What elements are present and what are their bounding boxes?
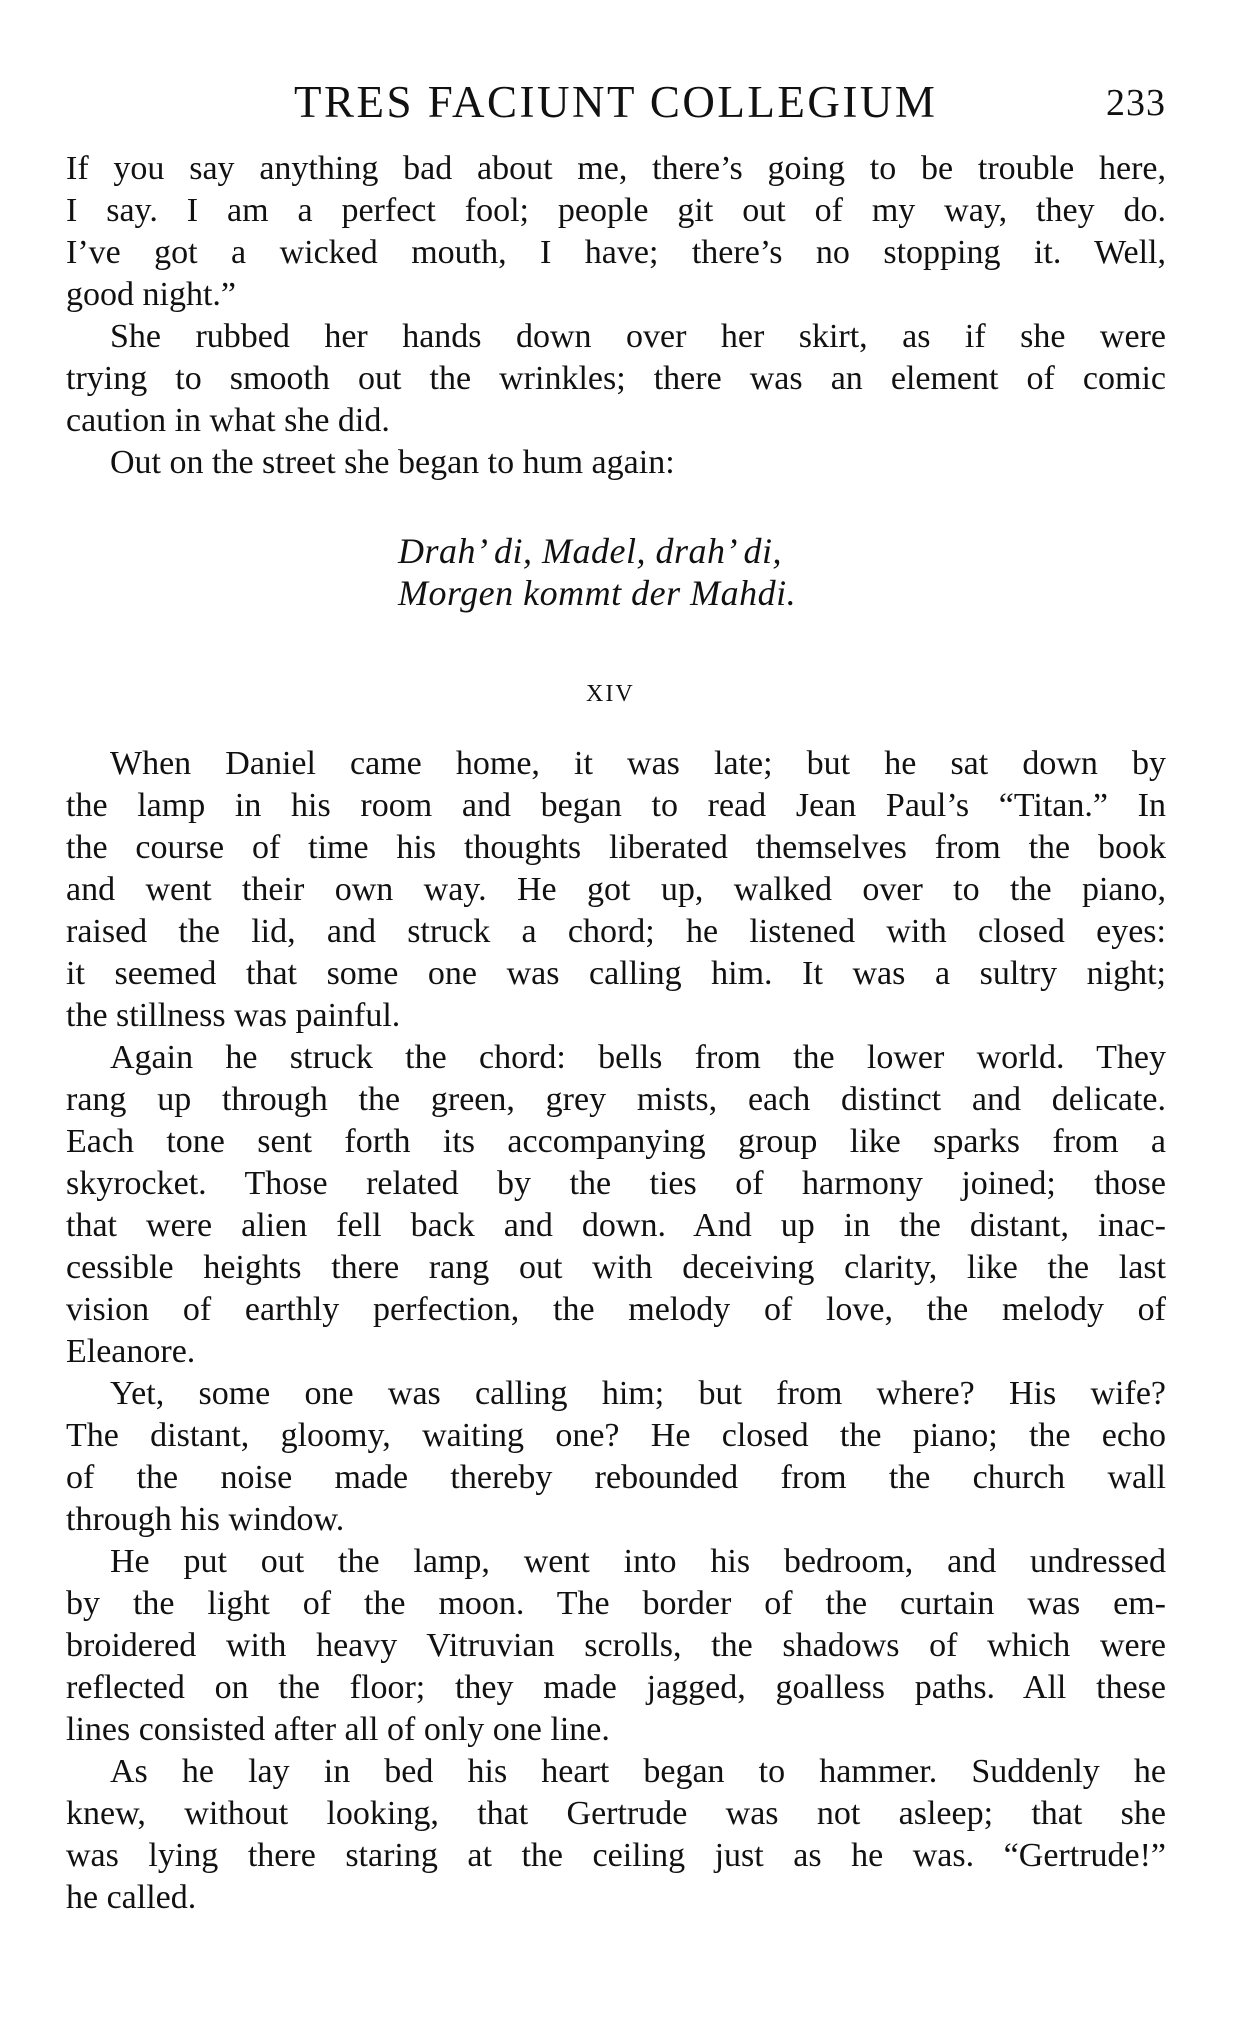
text-line: the stillness was painful. — [66, 997, 401, 1034]
text-line: caution in what she did. — [66, 402, 390, 439]
text-line: trying to smooth out the wrinkles; there was an element of comic — [66, 360, 1166, 397]
text-line: was lying there staring at the ceiling just as he was. “Gertrude!” — [66, 1837, 1166, 1874]
text-line: He put out the lamp, went into his bedroom, and undressed — [110, 1543, 1166, 1580]
text-line: knew, without looking, that Gertrude was not asleep; that she — [66, 1795, 1166, 1832]
text-line: he called. — [66, 1879, 197, 1916]
section-text — [66, 743, 1166, 1919]
text-line: reflected on the floor; they made jagged, goalless paths. All these — [66, 1669, 1166, 1706]
text-line: that were alien fell back and down. And up in the distant, inac- — [66, 1207, 1166, 1244]
text-line: skyrocket. Those related by the ties of harmony joined; those — [66, 1165, 1166, 1202]
text-line: the lamp in his room and began to read Jean Paul’s “Titan.” In — [66, 787, 1166, 824]
verse-line: Drah’ di, Madel, drah’ di, — [398, 531, 782, 571]
text-line: When Daniel came home, it was late; but he sat down by — [110, 745, 1166, 782]
text-line: Eleanore. — [66, 1333, 196, 1370]
text-line: rang up through the green, grey mists, each distinct and delicate. — [66, 1081, 1166, 1118]
text-line: through his window. — [66, 1501, 345, 1538]
text-line: As he lay in bed his heart began to hammer. Suddenly he — [110, 1753, 1166, 1790]
text-line: the course of time his thoughts liberated themselves from the book — [66, 829, 1166, 866]
text-line: Again he struck the chord: bells from the lower world. They — [110, 1039, 1166, 1076]
text-line: lines consisted after all of only one line. — [66, 1711, 610, 1748]
text-line: vision of earthly perfection, the melody of love, the melody of — [66, 1291, 1166, 1328]
section-number: XIV — [586, 681, 635, 707]
text-line: it seemed that some one was calling him. It was a sultry night; — [66, 955, 1166, 992]
text-before-verse — [66, 148, 1166, 484]
text-line: good night.” — [66, 276, 236, 313]
text-line: and went their own way. He got up, walked over to the piano, — [66, 871, 1166, 908]
text-line: raised the lid, and struck a chord; he listened with closed eyes: — [66, 913, 1166, 950]
text-line: She rubbed her hands down over her skirt, as if she were — [110, 318, 1166, 355]
text-line: The distant, gloomy, waiting one? He closed the piano; the echo — [66, 1417, 1166, 1454]
text-line: Out on the street she began to hum again: — [110, 444, 675, 481]
text-line: I say. I am a perfect fool; people git out of my way, they do. — [66, 192, 1166, 229]
verse-line: Morgen kommt der Mahdi. — [398, 573, 797, 613]
text-line: If you say anything bad about me, there’s going to be trouble here, — [66, 150, 1166, 187]
text-line: broidered with heavy Vitruvian scrolls, the shadows of which were — [66, 1627, 1166, 1664]
running-head — [66, 72, 1166, 132]
text-line: Yet, some one was calling him; but from where? His wife? — [110, 1375, 1166, 1412]
page-number: 233 — [1106, 82, 1166, 124]
text-line: Each tone sent forth its accompanying group like sparks from a — [66, 1123, 1166, 1160]
text-line: cessible heights there rang out with deceiving clarity, like the last — [66, 1249, 1166, 1286]
verse-block — [398, 530, 796, 614]
running-title: TRES FACIUNT COLLEGIUM — [294, 77, 938, 127]
text-line: I’ve got a wicked mouth, I have; there’s no stopping it. Well, — [66, 234, 1166, 271]
text-line: by the light of the moon. The border of the curtain was em- — [66, 1585, 1166, 1622]
text-line: of the noise made thereby rebounded from the church wall — [66, 1459, 1166, 1496]
